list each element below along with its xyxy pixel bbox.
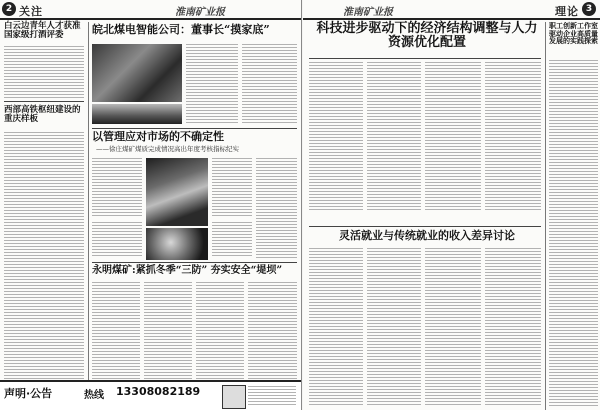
news-photo xyxy=(92,104,182,124)
text-column xyxy=(92,158,142,218)
news-photo xyxy=(146,158,208,226)
center-subheadline: ——徐庄煤矿煤质完成情况高出年度考核指标纪实 xyxy=(96,145,239,153)
text-column xyxy=(4,46,84,98)
text-column xyxy=(144,282,192,380)
text-column xyxy=(309,248,363,406)
qr-code xyxy=(222,385,246,409)
text-column xyxy=(4,132,84,380)
text-column xyxy=(242,44,297,124)
bottom-headline: 永明煤矿:紧抓冬季“三防” 夯实安全“堤坝” xyxy=(92,265,283,276)
divider xyxy=(309,58,541,59)
lead-headline: 皖北煤电智能公司：董事长“摸家底” xyxy=(92,23,270,36)
column-divider xyxy=(545,22,546,410)
text-column xyxy=(367,62,421,212)
ad-banner xyxy=(0,380,301,410)
section-title: 关注 xyxy=(19,5,43,18)
left-page-header xyxy=(0,0,301,20)
text-column xyxy=(485,248,541,406)
right-column-headline: 职工创新工作室驱动企业高质量发展的实践探索 xyxy=(549,21,598,46)
center-headline: 以管理应对市场的不确定性 xyxy=(92,130,224,143)
lower-headline: 灵活就业与传统就业的收入差异讨论 xyxy=(339,229,515,242)
text-column xyxy=(248,282,297,380)
news-photo xyxy=(92,44,182,102)
column-divider xyxy=(88,22,89,380)
paper-name: 淮南矿业报 xyxy=(175,7,225,18)
ad-label: 声明·公告 xyxy=(4,387,53,400)
ad-phone: 13308082189 xyxy=(116,385,201,398)
left-mid-headline: 西部高铁枢纽建设的重庆样板 xyxy=(4,105,81,125)
text-column xyxy=(549,60,598,406)
right-page-header xyxy=(303,0,600,20)
news-photo xyxy=(146,228,208,260)
divider xyxy=(92,128,297,129)
divider xyxy=(309,226,541,227)
text-column xyxy=(485,62,541,212)
text-column xyxy=(92,222,142,258)
paper-name: 淮南矿业报 xyxy=(343,7,393,18)
text-column xyxy=(425,62,481,212)
text-column xyxy=(92,282,140,380)
section-number-badge: 3 xyxy=(582,2,596,16)
text-column xyxy=(186,44,238,124)
text-column xyxy=(196,282,244,380)
text-column xyxy=(212,222,252,258)
text-column xyxy=(212,158,252,218)
left-top-headline: 白云边青年人才获准国家级打酒评委 xyxy=(4,21,81,41)
lead-headline: 科技进步驱动下的经济结构调整与人力资源优化配置 xyxy=(316,21,538,51)
text-column xyxy=(425,248,481,406)
divider xyxy=(92,262,297,263)
text-column xyxy=(367,248,421,406)
section-number-badge: 2 xyxy=(2,2,16,16)
section-title: 理论 xyxy=(555,5,579,18)
text-column xyxy=(256,158,297,258)
ad-text xyxy=(248,386,296,406)
text-column xyxy=(309,62,363,212)
ad-sub-label: 热线 xyxy=(84,390,104,401)
divider xyxy=(4,101,84,102)
right-page xyxy=(303,0,600,410)
